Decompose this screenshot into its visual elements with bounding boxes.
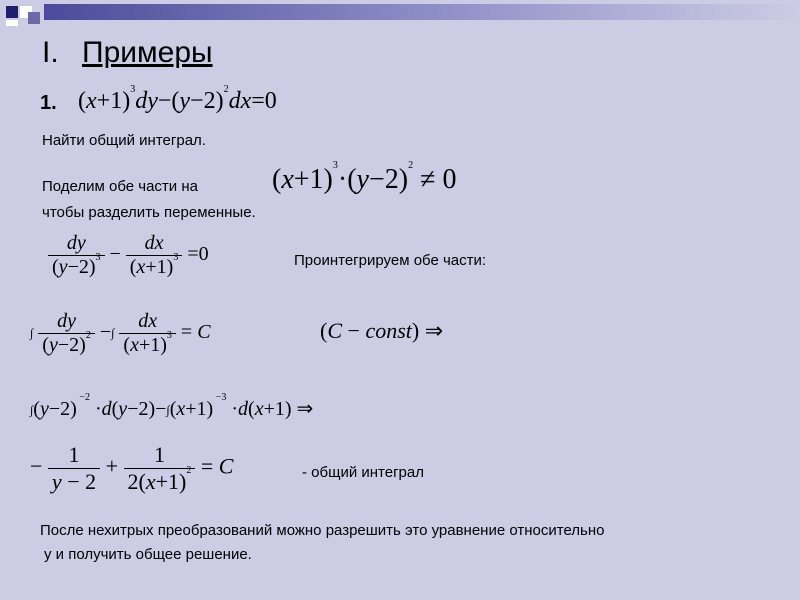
power-form-equation: ∫(y−2) $^{-2}$ ·d(y−2)−∫(x+1) $^{-3}$ ·d(x+1) ⇒ bbox=[30, 392, 314, 420]
decor-square-white bbox=[6, 20, 18, 26]
constant-note: (C − const) ⇒ bbox=[320, 318, 444, 343]
integrate-text: Проинтегрируем обе части: bbox=[294, 252, 487, 269]
task-text: Найти общий интеграл. bbox=[42, 132, 206, 149]
general-integral-label: - общий интеграл bbox=[302, 464, 424, 481]
divisor-expression: $(x+1)^3\cdot(y-2)^2 \ne 0$ bbox=[272, 160, 457, 195]
divide-text-line2: чтобы разделить переменные. bbox=[42, 204, 256, 221]
conclusion-line1: После нехитрых преобразований можно разрешить это уравнение относительно bbox=[40, 522, 605, 539]
separated-equation: $\frac{dy}{(y-2)^3}$ − $\frac{dx}{(x+1)^3}$ =0 bbox=[48, 232, 209, 279]
slide-title bbox=[42, 36, 213, 70]
gradient-strip bbox=[44, 4, 800, 20]
decor-square-navy bbox=[6, 6, 18, 18]
example-number: 1. bbox=[40, 92, 57, 114]
general-integral-equation: − $\frac{1}{y - 2}$ + $\frac{1}{2(x+1)^2}$ = C bbox=[30, 442, 234, 494]
title-number: I. bbox=[42, 36, 59, 69]
divide-text-line1: Поделим обе части на bbox=[42, 178, 198, 195]
integral-equation: ∫ $\frac{dy}{(y-2)^2}$ −∫ $\frac{dx}{(x+1)^3}$ = C bbox=[30, 310, 211, 356]
title-text: Примеры bbox=[82, 36, 213, 69]
conclusion-line2: у и получить общее решение. bbox=[44, 546, 252, 563]
decor-square-grey bbox=[28, 12, 40, 24]
top-decorative-bar bbox=[0, 0, 800, 26]
equation-1: $(x+1)^3dy-(y-2)^2dx=0$ bbox=[78, 84, 277, 114]
